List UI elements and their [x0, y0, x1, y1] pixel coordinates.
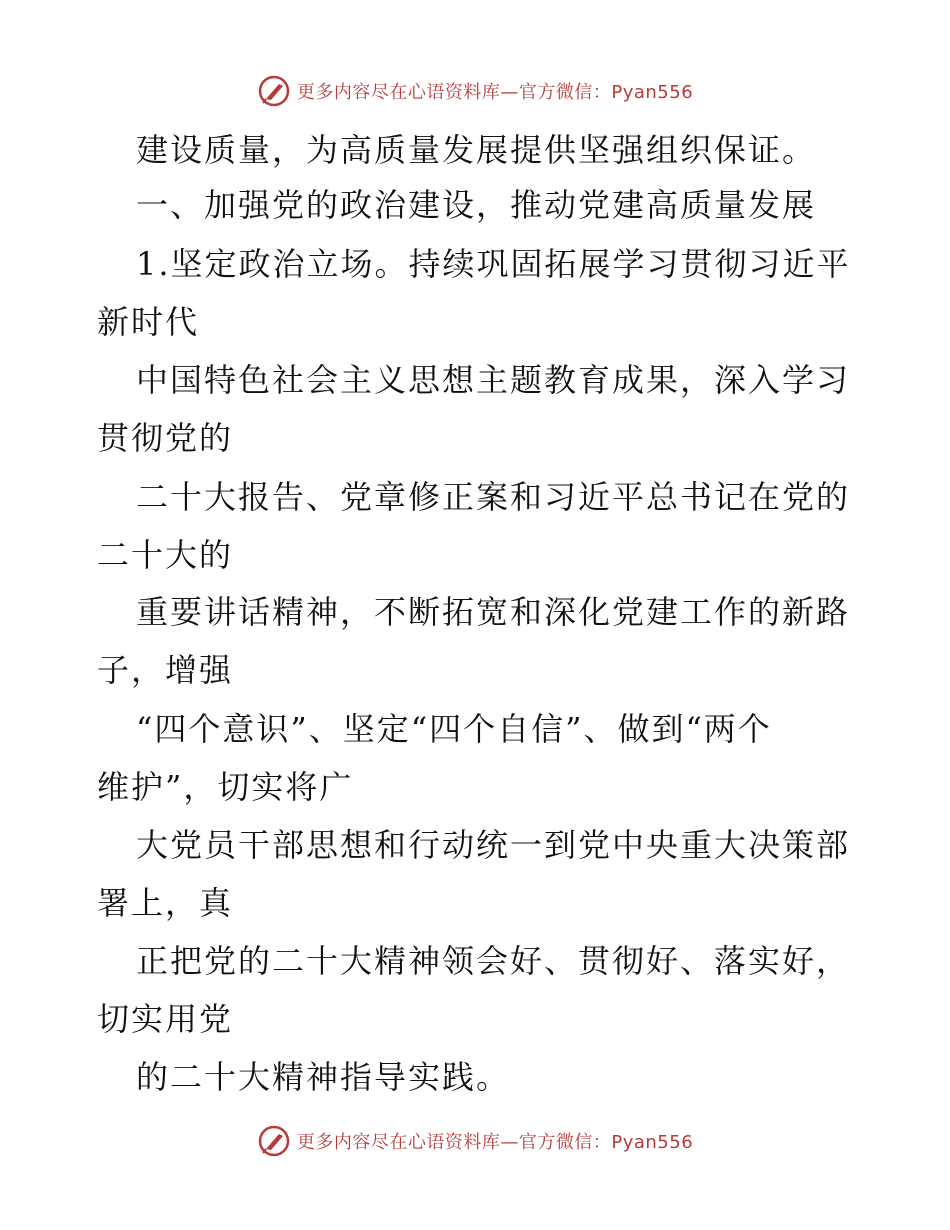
feather-pen-logo-icon: [257, 1124, 291, 1158]
text-line: 新时代: [97, 303, 200, 341]
text-line: 中国特色社会主义思想主题教育成果，深入学习: [136, 361, 851, 399]
text-line: 一、加强党的政治建设，推动党建高质量发展: [136, 186, 817, 224]
text-line: 建设质量，为高质量发展提供坚强组织保证。: [136, 131, 817, 169]
text-line: 重要讲话精神，不断拓宽和深化党建工作的新路: [136, 593, 851, 631]
text-line: 1.坚定政治立场。持续巩固拓展学习贯彻习近平: [136, 245, 851, 283]
header-watermark: [0, 71, 950, 111]
footer-watermark: [0, 1121, 950, 1161]
watermark-text: 更多内容尽在心语资料库—官方微信：Pyan556: [296, 82, 694, 103]
text-line: 二十大报告、党章修正案和习近平总书记在党的: [136, 478, 851, 516]
feather-pen-logo-icon: [257, 74, 291, 108]
text-line: 维护”，切实将广: [97, 768, 354, 806]
text-line: 贯彻党的: [97, 419, 234, 457]
text-line: 子，增强: [97, 651, 234, 689]
watermark-text: 更多内容尽在心语资料库—官方微信：Pyan556: [296, 1132, 694, 1153]
text-line: 的二十大精神指导实践。: [136, 1058, 511, 1096]
text-line: 大党员干部思想和行动统一到党中央重大决策部: [136, 826, 851, 864]
text-line: “四个意识”、坚定“四个自信”、做到“两个: [136, 710, 772, 748]
text-line: 切实用党: [97, 1000, 234, 1038]
text-line: 署上，真: [97, 884, 234, 922]
text-line: 正把党的二十大精神领会好、贯彻好、落实好，: [136, 942, 851, 980]
text-line: 二十大的: [97, 536, 234, 574]
